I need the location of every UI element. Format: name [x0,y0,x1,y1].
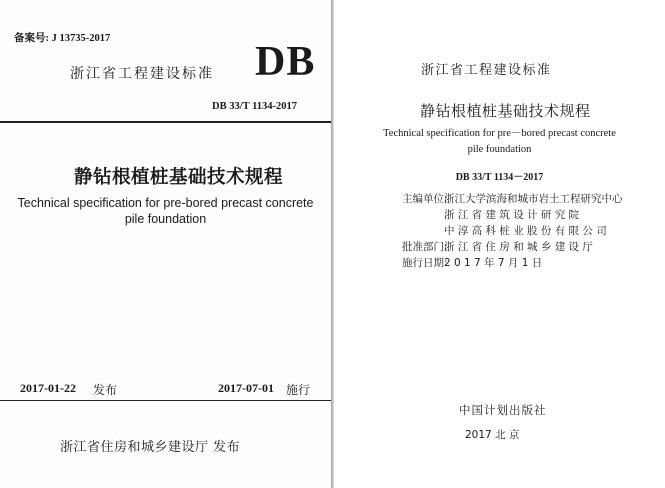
standard-number: DB 33/T 1134－2017 [455,172,544,183]
effective-date: 2 0 1 7 年 7 月 1 日 [444,257,543,269]
org-title: 浙江省工程建设标准 [70,66,214,82]
title-english-line-1: Technical specification for pre－bored precast concrete [383,128,616,139]
title-page [334,0,665,488]
issue-date: 2017-01-22 [20,381,76,395]
publisher: 浙江省住房和城乡建设厅 发布 [60,440,241,455]
standard-number: DB 33/T 1134-2017 [212,101,297,112]
title-english [334,126,665,158]
chief-editor-2: 浙 江 省 建 筑 设 计 研 究 院 [444,209,580,221]
implement-label: 施行 [286,383,311,397]
db-logo: DB [255,39,316,85]
record-number: 备案号: J 13735-2017 [14,33,111,44]
effective-label: 施行日期: [402,257,448,269]
divider [0,400,331,401]
implement-date: 2017-07-01 [218,381,274,395]
publication-year-place: 2017 北 京 [465,429,520,441]
title-english-line-2: pile foundation [467,144,532,155]
approval-dept: 浙 江 省 住 房 和 城 乡 建 设 厅 [444,241,593,253]
chief-editor-label: 主编单位: [402,193,448,205]
chief-editor-1: 浙江大学滨海和城市岩土工程研究中心 [444,193,623,205]
title-chinese: 静钻根植桩基础技术规程 [420,104,591,120]
title-english-line-2: pile foundation [124,212,207,226]
issue-label: 发布 [93,383,118,397]
chief-editor-3: 中 淳 高 科 桩 业 股 份 有 限 公 司 [444,225,607,237]
title-chinese: 静钻根植桩基础技术规程 [74,168,284,188]
approval-label: 批准部门: [402,241,448,253]
divider [0,121,331,123]
org-title: 浙江省工程建设标准 [421,63,552,78]
press-name: 中国计划出版社 [459,403,547,417]
title-english [0,195,331,227]
title-english-line-1: Technical specification for pre-bored precast concrete [17,196,314,210]
